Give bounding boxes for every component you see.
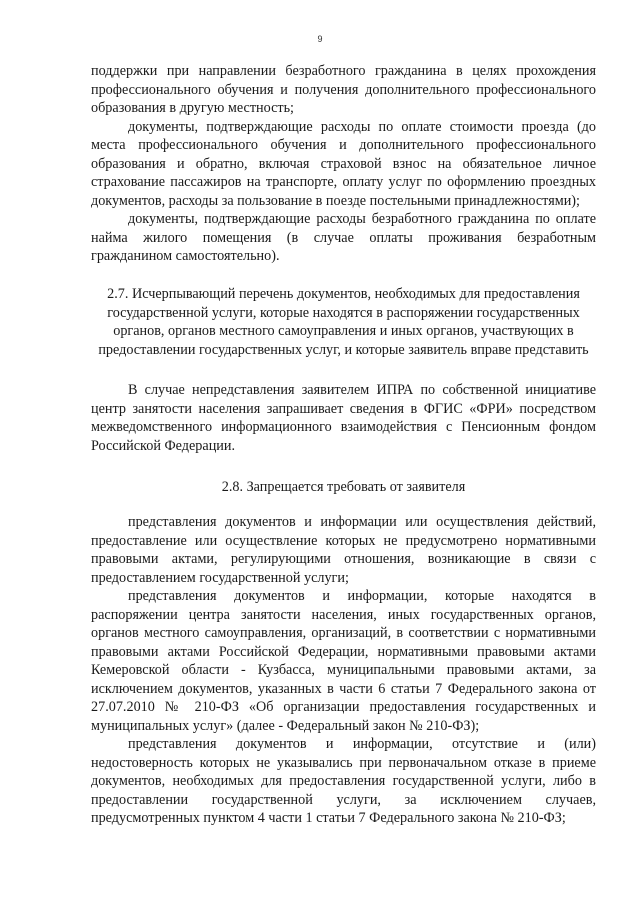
section-2-7-heading-block	[91, 285, 596, 359]
section-2-6-tail	[91, 62, 596, 266]
section-2-8-heading: 2.8. Запрещается требовать от заявителя	[221, 479, 466, 495]
page-number: 9	[317, 34, 323, 44]
list-item: представления документов и информации, отсутствие и (или) недостоверность которых не указывались при первоначальном отказе в приеме документов, необходимых для предоставления государственной услуги, либо в предоставлении государственной услуги, за исключением случаев, предусмотренных пунктом 4 части 1 статьи 7 Федерального закона № 210-ФЗ;	[91, 736, 596, 826]
list-item: представления документов и информации, которые находятся в распоряжении центра занятости населения, иных государственных органов, органов местного самоуправления, организаций, в соответствии с нормативными правовыми актами Российской Федерации, нормативными правовыми актами Кемеровской области - Кузбасса, муниципальными правовыми актами, за исключением документов, указанных в части 6 статьи 7 Федерального закона от 27.07.2010 № 210-ФЗ «Об организации предоставления государственных и муниципальных услуг» (далее - Федеральный закон № 210-ФЗ);	[91, 588, 596, 734]
paragraph-continuation: поддержки при направлении безработного гражданина в целях прохождения профессионального обучения и получения дополнительного профессионального образования в другую местность;	[91, 63, 596, 116]
list-item: представления документов и информации или осуществления действий, предоставление или осуществление которых не предусмотрено нормативными правовыми актами, регулирующими отношения, возникающие в связи с предоставлением государственной услуги;	[91, 514, 596, 586]
section-2-8-list	[91, 513, 596, 828]
section-2-8-heading-block	[91, 478, 596, 497]
paragraph-housing-expenses: документы, подтверждающие расходы безработного гражданина по оплате найма жилого помещения (в случае оплаты проживания безработным гражданином самостоятельно).	[91, 211, 596, 264]
paragraph-ipra-request: В случае непредставления заявителем ИПРА по собственной инициативе центр занятости населения запрашивает сведения в ФГИС «ФРИ» посредством межведомственного информационного взаимодействия с Пенсионным фондом Российской Федерации.	[91, 382, 596, 454]
section-2-7-heading: 2.7. Исчерпывающий перечень документов, необходимых для предоставления государственной услуги, которые находятся в распоряжении государственных органов, органов местного самоуправления и иных органов, участвующих в предоставлении государственных услуг, и которые заявитель вправе представить	[98, 286, 589, 358]
paragraph-travel-expenses: документы, подтверждающие расходы по оплате стоимости проезда (до места профессионального обучения и дополнительного профессионального образования и обратно, включая страховой взнос на обязательное личное страхование пассажиров на транспорте, оплату услуг по оформлению проездных документов, расходы за пользование в поезде постельными принадлежностями);	[91, 118, 596, 209]
section-2-7-body	[91, 381, 596, 455]
